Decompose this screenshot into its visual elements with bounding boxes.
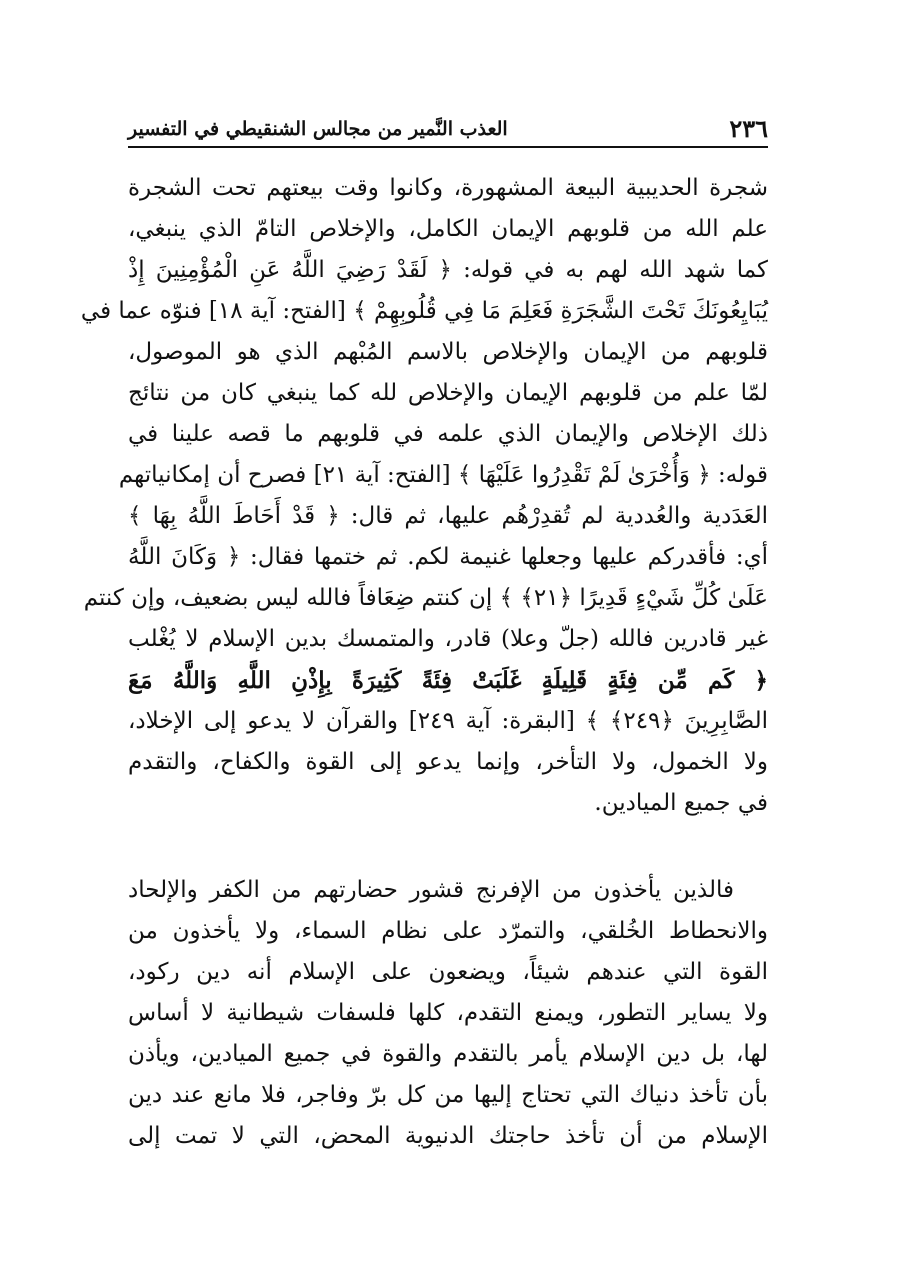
text-line: والانحطاط الخُلقي، والتمرّد على نظام السماء، ولا يأخذون من — [128, 918, 768, 944]
text-line: شجرة الحديبية البيعة المشهورة، وكانوا وقت بيعتهم تحت الشجرة — [128, 175, 768, 201]
paragraph-2 — [128, 870, 768, 1157]
text-line: لها، بل دين الإسلام يأمر بالتقدم والقوة في جميع الميادين، ويأذن — [128, 1041, 768, 1067]
page-header — [128, 108, 768, 148]
text-line: في جميع الميادين. — [594, 790, 768, 816]
text-line: الصَّابِرِينَ ﴿٢٤٩﴾ ﴾ [البقرة: آية ٢٤٩] والقرآن لا يدعو إلى الإخلاد، — [128, 708, 768, 734]
text-line: ولا يساير التطور، ويمنع التقدم، كلها فلسفات شيطانية لا أساس — [128, 1000, 768, 1026]
text-line: أي: فأقدركم عليها وجعلها غنيمة لكم. ثم ختمها فقال: ﴿ وَكَانَ اللَّهُ — [128, 544, 768, 570]
paragraph-1 — [80, 168, 768, 824]
text-line: يُبَايِعُونَكَ تَحْتَ الشَّجَرَةِ فَعَلِمَ مَا فِي قُلُوبِهِمْ ﴾ [الفتح: آية ١٨] فنوّه عما في — [80, 298, 768, 324]
text-line: القوة التي عندهم شيئاً، ويضعون على الإسلام أنه دين ركود، — [128, 959, 768, 985]
text-line: ولا الخمول، ولا التأخر، وإنما يدعو إلى القوة والكفاح، والتقدم — [128, 749, 768, 775]
text-line: الإسلام من أن تأخذ حاجتك الدنيوية المحض، التي لا تمت إلى — [128, 1123, 768, 1149]
page-number: ٢٣٦ — [729, 114, 768, 143]
text-line: فالذين يأخذون من الإفرنج قشور حضارتهم من الكفر والإلحاد — [128, 877, 734, 903]
text-line: عَلَىٰ كُلِّ شَيْءٍ قَدِيرًا ﴿٢١﴾ ﴾ إن كنتم ضِعَافاً فالله ليس بضعيف، وإن كنتم — [83, 585, 768, 611]
text-line: بأن تأخذ دنياك التي تحتاج إليها من كل برّ وفاجر، فلا مانع عند دين — [128, 1082, 768, 1108]
quran-verse-line: ﴿ كَم مِّن فِئَةٍ قَلِيلَةٍ غَلَبَتْ فِئَةً كَثِيرَةً بِإِذْنِ اللَّهِ وَاللَّهُ مَعَ — [128, 667, 768, 694]
text-line: العَدَدية والعُددية لم تُقدِرْهُم عليها، ثم قال: ﴿ قَدْ أَحَاطَ اللَّهُ بِهَا ﴾ — [128, 503, 768, 529]
text-line: قوله: ﴿ وَأُخْرَىٰ لَمْ تَقْدِرُوا عَلَيْهَا ﴾ [الفتح: آية ٢١] فصرح أن إمكانياتهم — [118, 462, 768, 488]
text-line: قلوبهم من الإيمان والإخلاص بالاسم المُبْهم الذي هو الموصول، — [128, 339, 768, 365]
text-line: ذلك الإخلاص والإيمان الذي علمه في قلوبهم ما قصه علينا في — [128, 421, 768, 447]
text-line: كما شهد الله لهم به في قوله: ﴿ لَقَدْ رَضِيَ اللَّهُ عَنِ الْمُؤْمِنِينَ إِذْ — [128, 257, 768, 283]
running-title: العذب النَّمير من مجالس الشنقيطي في التفسير — [128, 118, 508, 140]
text-line: لمّا علم من قلوبهم الإيمان والإخلاص لله كما ينبغي كان من نتائج — [128, 380, 768, 406]
text-line: علم الله من قلوبهم الإيمان الكامل، والإخلاص التامّ الذي ينبغي، — [128, 216, 768, 242]
text-line: غير قادرين فالله (جلّ وعلا) قادر، والمتمسك بدين الإسلام لا يُغْلب — [128, 626, 768, 652]
header-rule — [128, 146, 768, 148]
